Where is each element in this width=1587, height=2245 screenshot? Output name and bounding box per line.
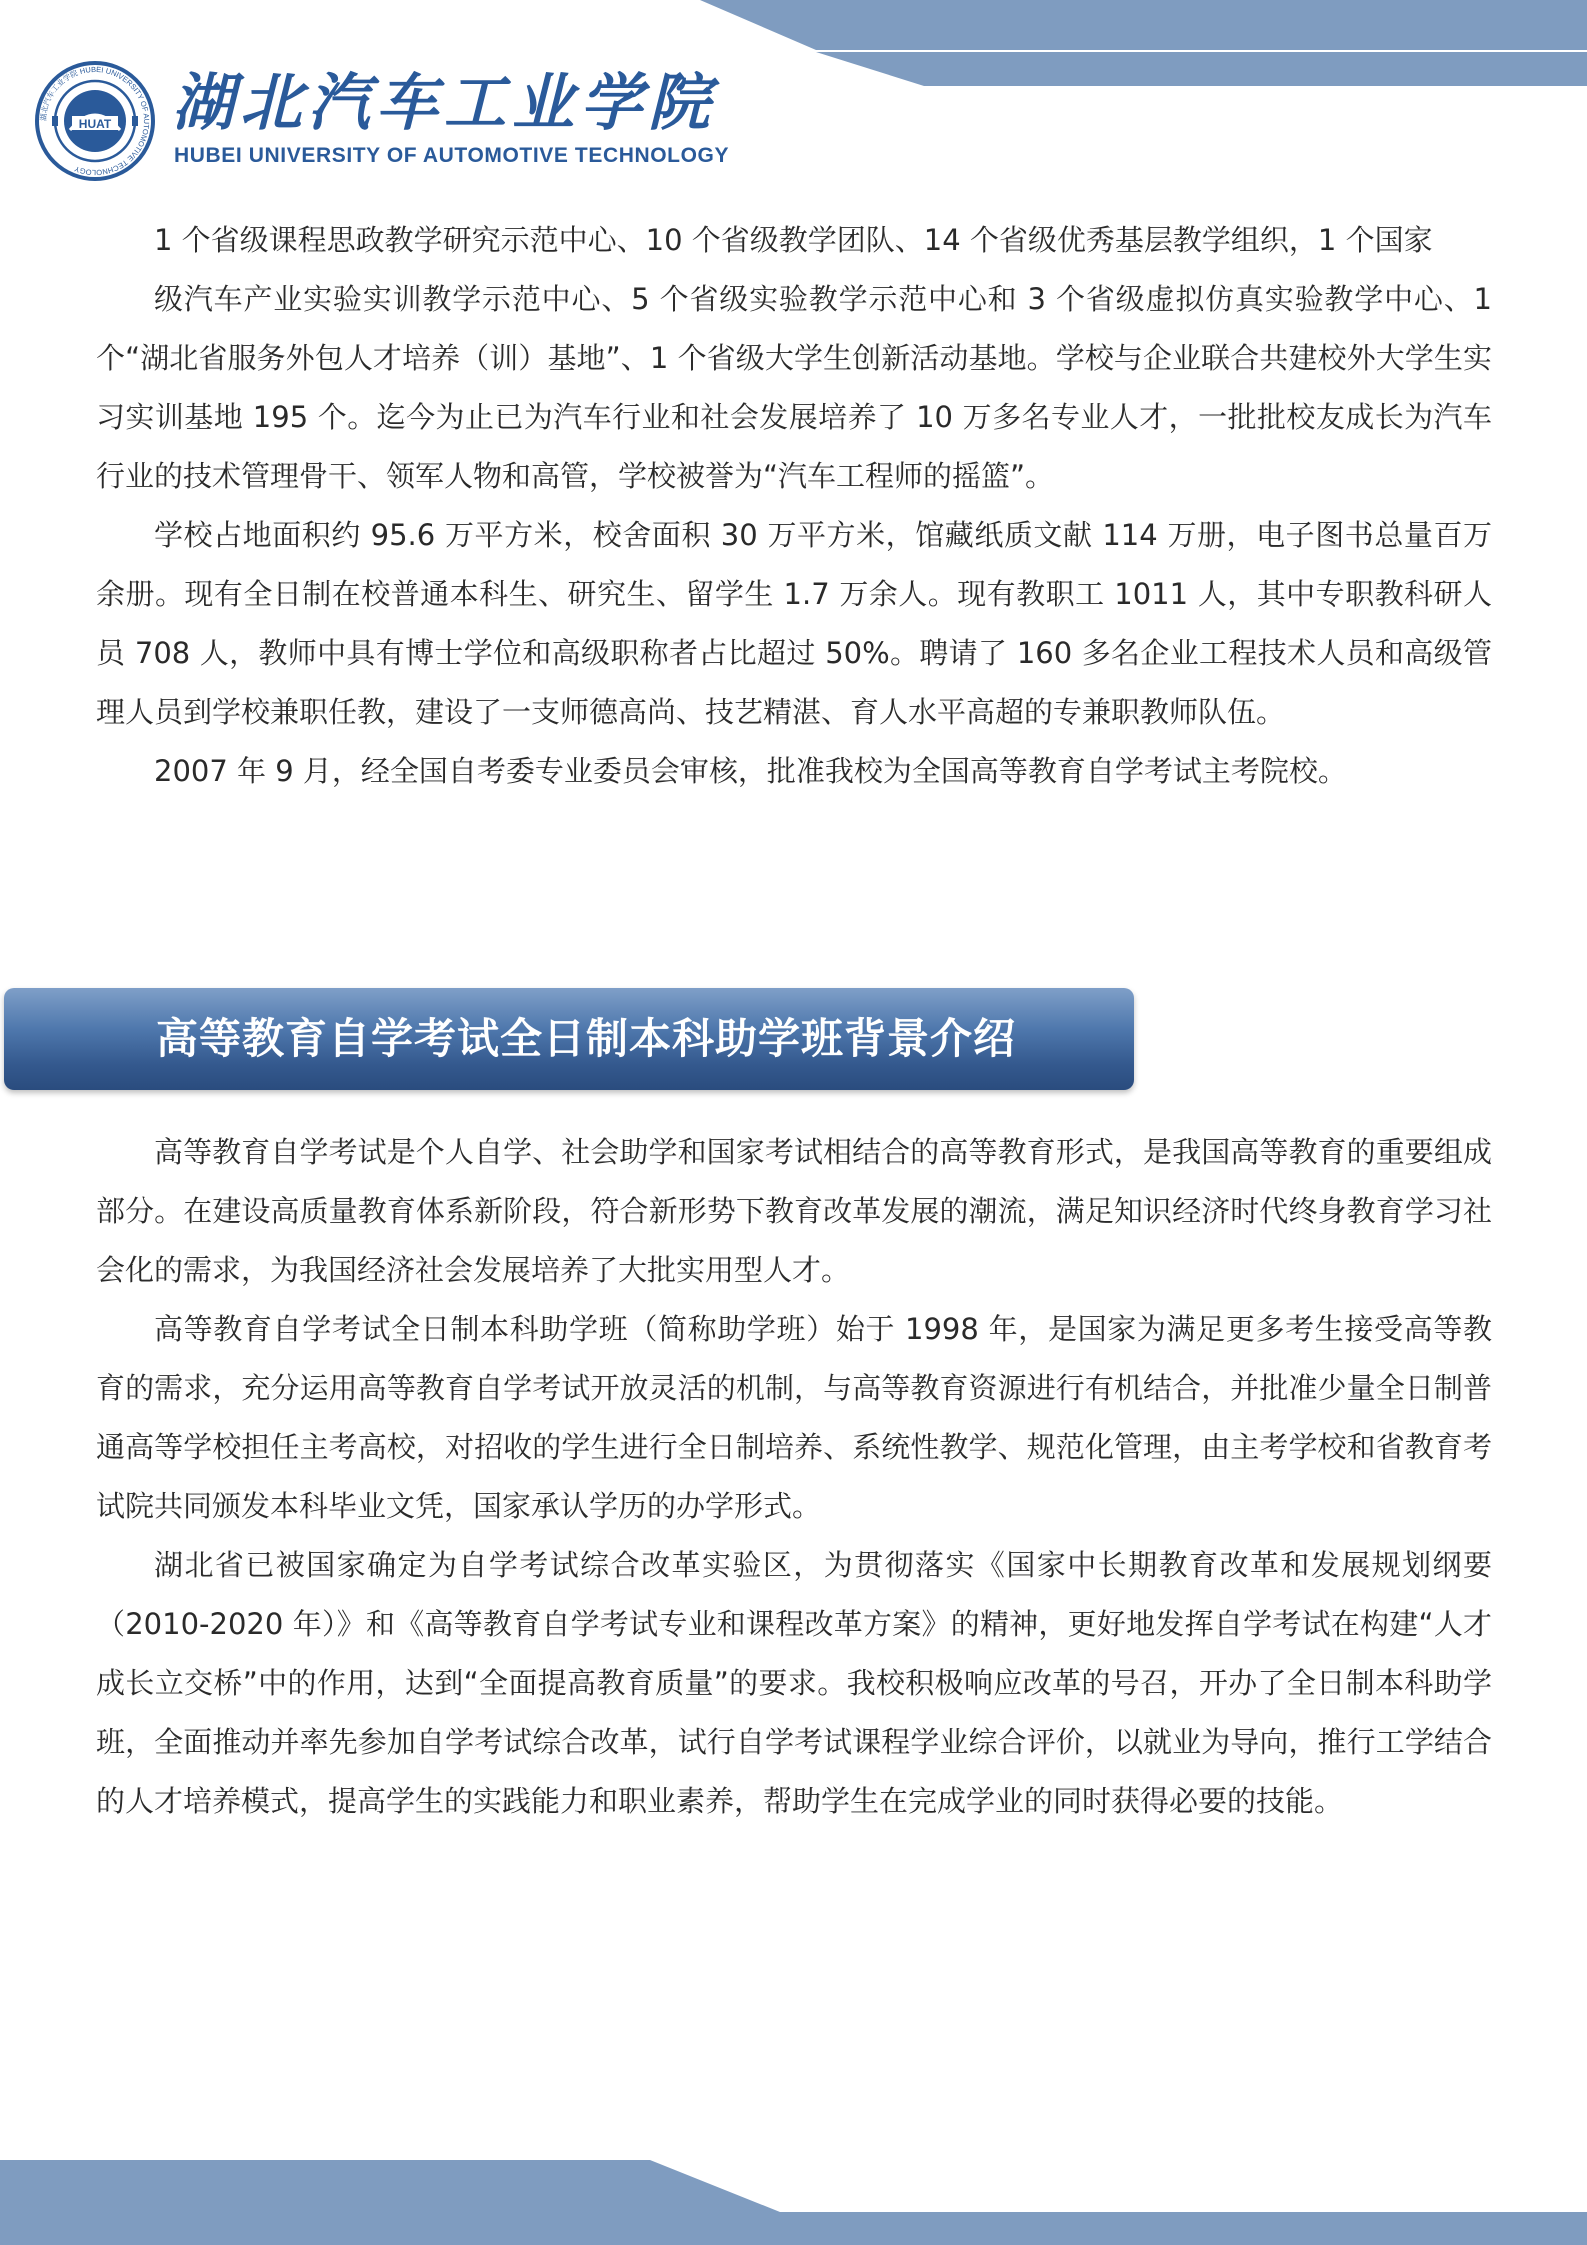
section-title: 高等教育自学考试全日制本科助学班背景介绍 xyxy=(156,1014,1017,1063)
school-name-cn: 湖北汽车工业学院 xyxy=(172,66,717,139)
intro-paragraph-2: 学校占地面积约 95.6 万平方米，校舍面积 30 万平方米，馆藏纸质文献 114 万册，电子图书总量百万余册。现有全日制在校普通本科生、研究生、留学生 1.7 万余人。现有教职工 1011 人，其中专职教科研人员 708 人，教师中具有博士学位和高级职称者占比超过 50%。聘请了 160 多名企业工程技术人员和高级管理人员到学校兼职任教，建设了一支师德高尚、技艺精湛、育人水平高超的专兼职教师队伍。 xyxy=(96,518,1492,729)
footer-band-main xyxy=(0,2160,1587,2245)
intro-paragraph-1: 级汽车产业实验实训教学示范中心、5 个省级实验教学示范中心和 3 个省级虚拟仿真实验教学中心、1 个“湖北省服务外包人才培养（训）基地”、1 个省级大学生创新活动基地。学校与企业联合共建校外大学生实习实训基地 195 个。迄今为止已为汽车行业和社会发展培养了 10 万多名专业人才，一批批校友成长为汽车行业的技术管理骨干、领军人物和高管，学校被誉为“汽车工程师的摇篮”。 xyxy=(96,282,1492,493)
section-paragraph-3: 湖北省已被国家确定为自学考试综合改革实验区，为贯彻落实《国家中长期教育改革和发展规划纲要（2010-2020 年）》和《高等教育自学考试专业和课程改革方案》的精神，更好地发挥自学考试在构建“人才成长立交桥”中的作用，达到“全面提高教育质量”的要求。我校积极响应改革的号召，开办了全日制本科助学班，全面推动并率先参加自学考试综合改革，试行自学考试课程学业综合评价，以就业为导向，推行工学结合的人才培养模式，提高学生的实践能力和职业素养，帮助学生在完成学业的同时获得必要的技能。 xyxy=(96,1548,1492,1818)
section-paragraph-2: 高等教育自学考试全日制本科助学班（简称助学班）始于 1998 年，是国家为满足更多考生接受高等教育的需求，充分运用高等教育自学考试开放灵活的机制，与高等教育资源进行有机结合，并批准少量全日制普通高等学校担任主考高校，对招收的学生进行全日制培养、系统性教学、规范化管理，由主考学校和省教育考试院共同颁发本科毕业文凭，国家承认学历的办学形式。 xyxy=(96,1312,1492,1523)
school-name-en: HUBEI UNIVERSITY OF AUTOMOTIVE TECHNOLOGY xyxy=(174,144,730,167)
section-banner xyxy=(4,988,1134,1090)
header-band-strip xyxy=(816,52,1587,86)
university-logo xyxy=(34,60,730,182)
university-seal-icon xyxy=(34,60,156,182)
footer-decor-band xyxy=(0,2160,1587,2245)
section-body xyxy=(96,1123,1492,1831)
seal-abbrev: HUAT xyxy=(78,117,112,131)
intro-paragraph-3: 2007 年 9 月，经全国自考委专业委员会审核，批准我校为全国高等教育自学考试主考院校。 xyxy=(154,754,1347,788)
intro-section xyxy=(96,211,1492,801)
seal-ring-text: 湖北汽车工业学院 HUBEI UNIVERSITY OF AUTOMOTIVE TECHNOLOGY xyxy=(38,64,152,178)
intro-line-1: 1 个省级课程思政教学研究示范中心、10 个省级教学团队、14 个省级优秀基层教学组织，1 个国家 xyxy=(154,223,1433,257)
section-paragraph-1: 高等教育自学考试是个人自学、社会助学和国家考试相结合的高等教育形式，是我国高等教育的重要组成部分。在建设高质量教育体系新阶段，符合新形势下教育改革发展的潮流，满足知识经济时代终身教育学习社会化的需求，为我国经济社会发展培养了大批实用型人才。 xyxy=(96,1135,1492,1287)
